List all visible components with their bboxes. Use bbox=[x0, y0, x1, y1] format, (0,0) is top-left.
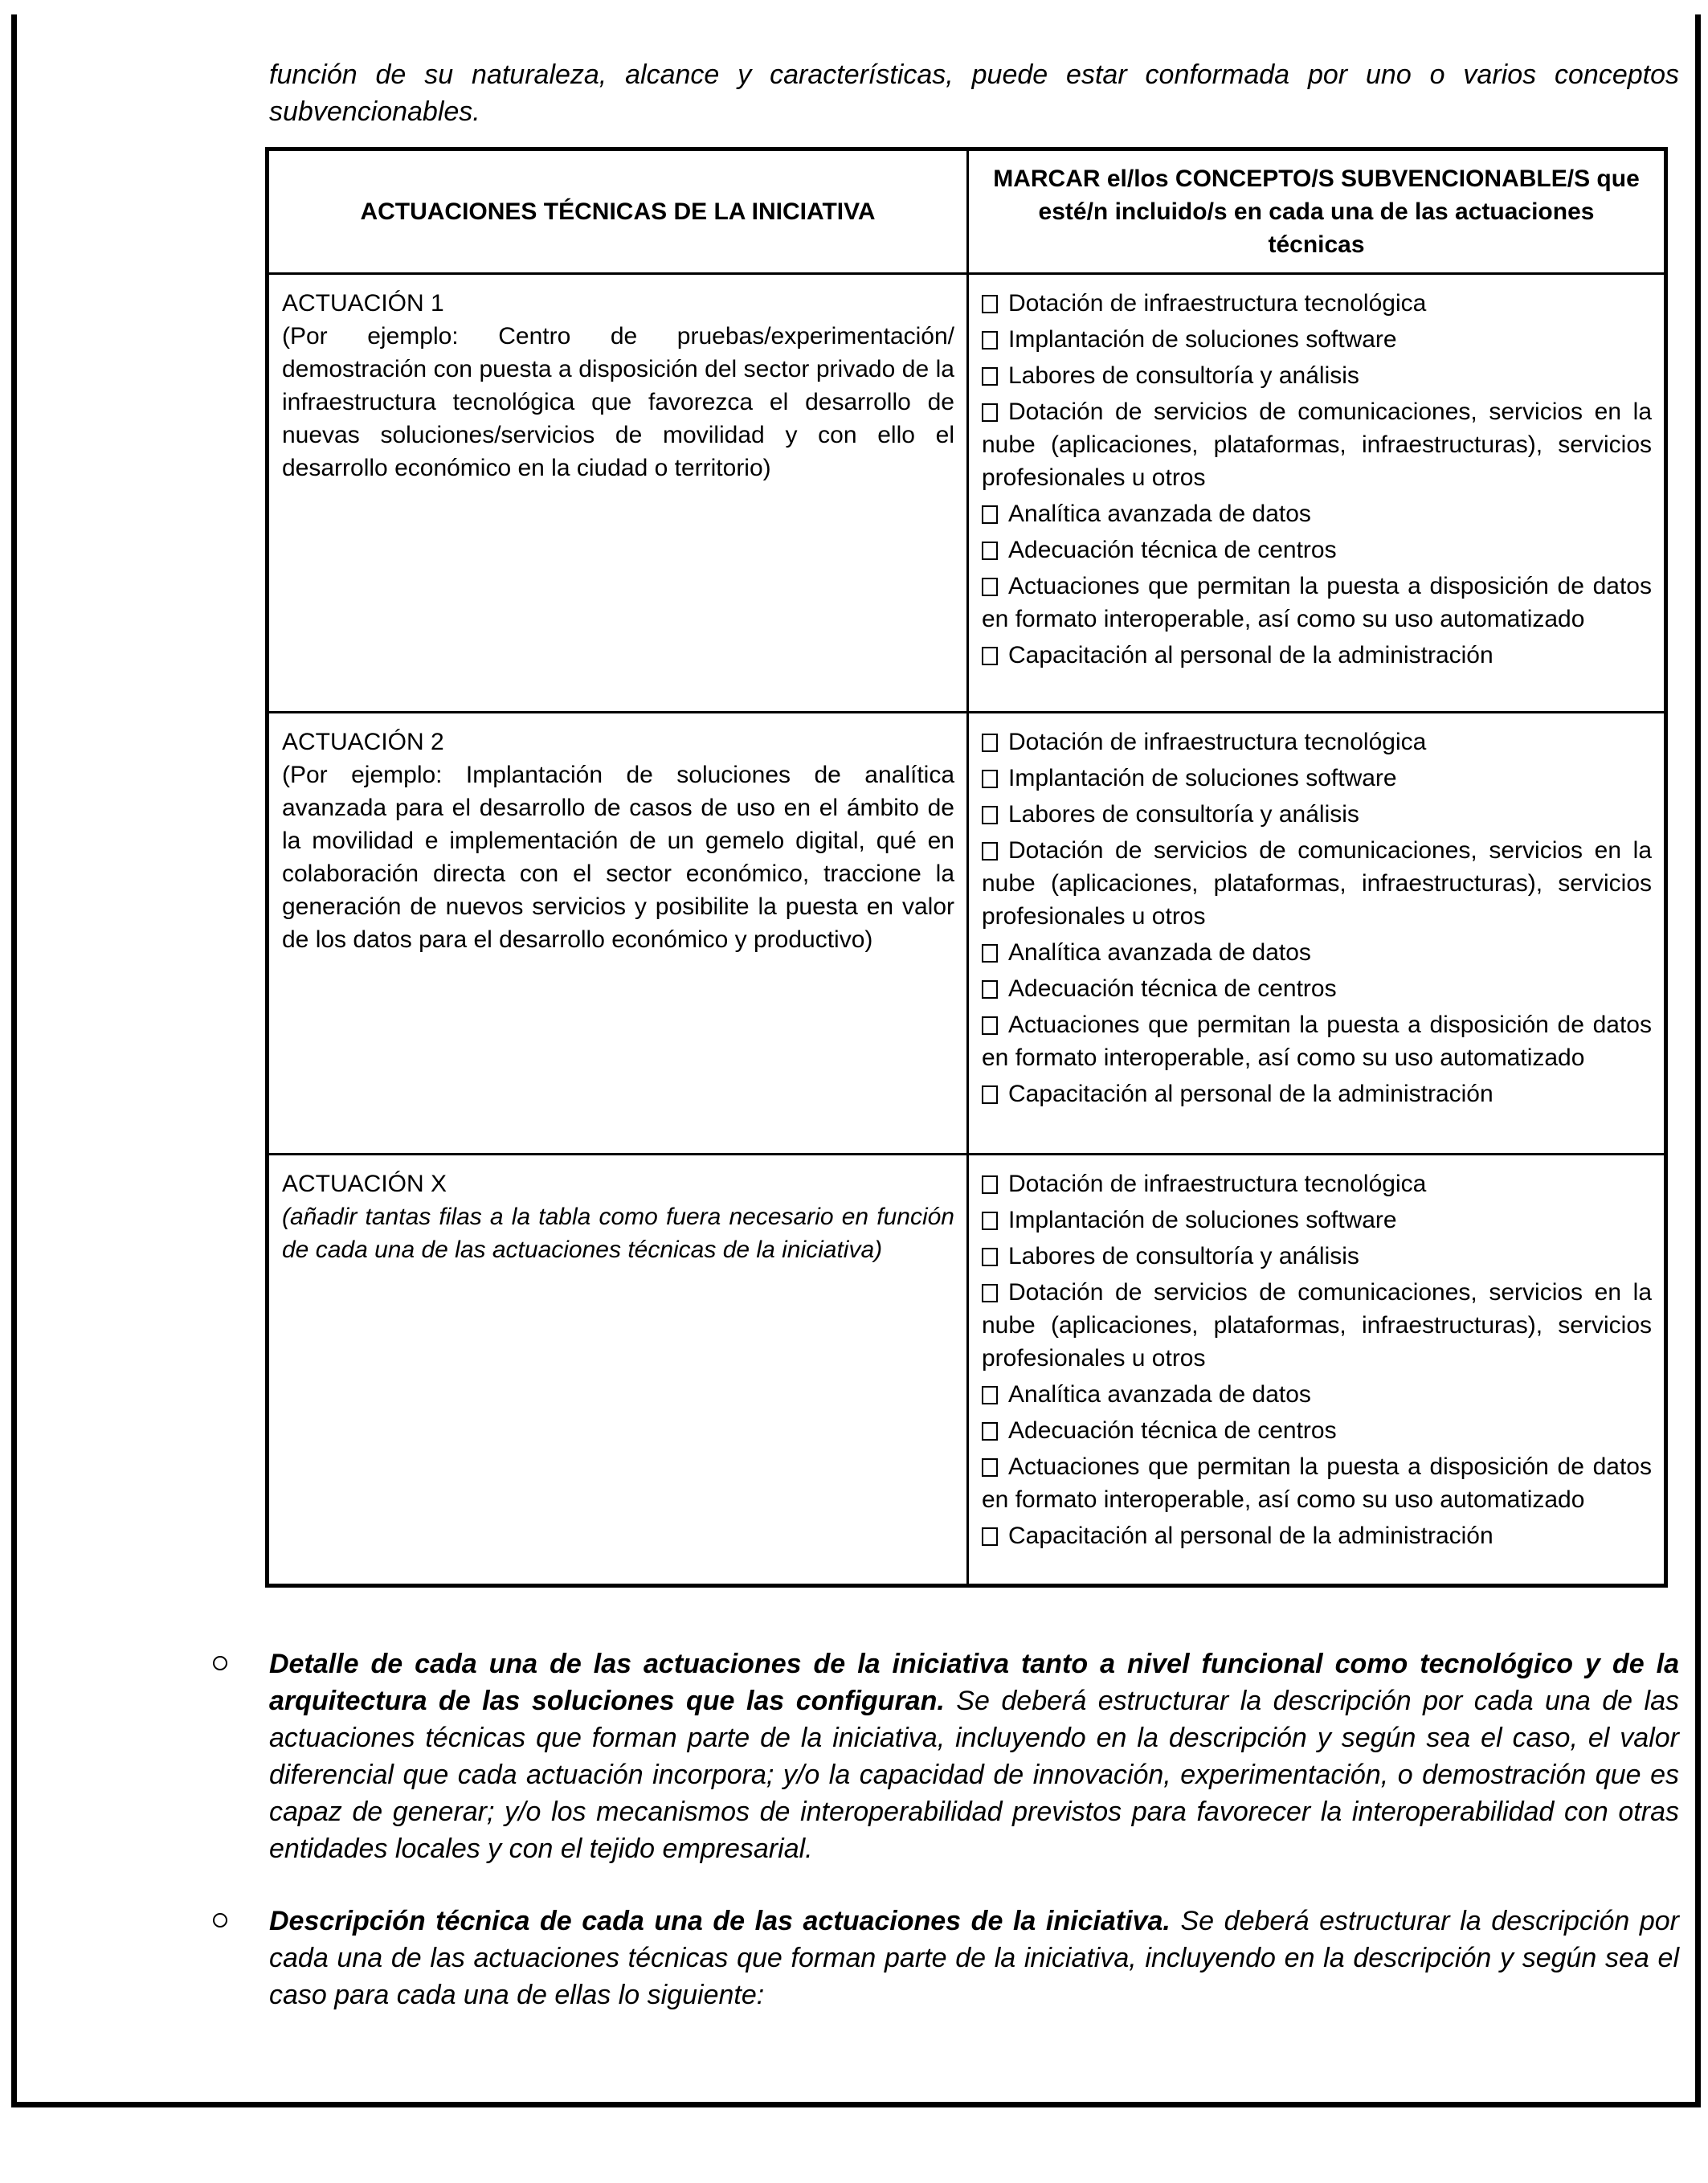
bullet-lead-text: Detalle de cada una de las actuaciones de la iniciativa tanto a nivel funcional como tecnológico y de la arquitectura de las soluciones que las configuran. bbox=[269, 1649, 1679, 1716]
checkbox-icon[interactable] bbox=[982, 980, 998, 999]
table-row-actuacion-2 bbox=[269, 713, 1664, 1155]
checkbox-item[interactable] bbox=[982, 497, 1652, 530]
concept-label: Dotación de infraestructura tecnológica bbox=[1008, 290, 1427, 317]
checkbox-icon[interactable] bbox=[982, 367, 998, 386]
checkbox-item[interactable] bbox=[982, 1414, 1652, 1447]
checkbox-item[interactable] bbox=[982, 834, 1652, 933]
checkbox-item[interactable] bbox=[982, 533, 1652, 566]
checkbox-icon[interactable] bbox=[982, 1458, 998, 1477]
checkbox-item[interactable] bbox=[982, 395, 1652, 494]
checkbox-icon[interactable] bbox=[982, 331, 998, 350]
concept-label: Actuaciones que permitan la puesta a disposición de datos en formato interoperable, así como su uso automatizado bbox=[982, 1453, 1652, 1513]
actuacion-2-title: ACTUACIÓN 2 bbox=[282, 729, 444, 755]
checkbox-item[interactable] bbox=[982, 762, 1652, 795]
concept-label: Implantación de soluciones software bbox=[1008, 1207, 1397, 1233]
table-row-actuacion-x bbox=[269, 1155, 1664, 1584]
checkbox-item[interactable] bbox=[982, 287, 1652, 320]
checkbox-item[interactable] bbox=[982, 936, 1652, 969]
checkbox-item[interactable] bbox=[982, 1378, 1652, 1411]
checkbox-icon[interactable] bbox=[982, 403, 998, 422]
checkbox-icon[interactable] bbox=[982, 1248, 998, 1266]
checkbox-item[interactable] bbox=[982, 1008, 1652, 1074]
concept-label: Labores de consultoría y análisis bbox=[1008, 801, 1359, 828]
checkbox-item[interactable] bbox=[982, 1519, 1652, 1552]
checkbox-icon[interactable] bbox=[982, 505, 998, 524]
circle-bullet-icon bbox=[213, 1913, 227, 1927]
checkbox-icon[interactable] bbox=[982, 944, 998, 963]
concept-label: Implantación de soluciones software bbox=[1008, 326, 1397, 353]
concept-label: Implantación de soluciones software bbox=[1008, 765, 1397, 791]
concept-label: Labores de consultoría y análisis bbox=[1008, 1243, 1359, 1269]
concept-label: Adecuación técnica de centros bbox=[1008, 537, 1337, 563]
checkbox-icon[interactable] bbox=[982, 578, 998, 596]
checkbox-item[interactable] bbox=[982, 639, 1652, 672]
intro-paragraph: función de su naturaleza, alcance y características, puede estar conformada por uno o varios conceptos subvencionables. bbox=[269, 59, 1679, 127]
concept-label: Dotación de servicios de comunicaciones, servicios en la nube (aplicaciones, plataformas, infraestructuras), servicios profesionales u otros bbox=[982, 837, 1652, 930]
bullet-body-text: Se deberá estructurar la descripción por cada una de las actuaciones técnicas que forman parte de la iniciativa, incluyendo en la descripción y según sea el caso para cada una de ellas lo siguiente: bbox=[269, 1906, 1679, 2010]
actuaciones-table bbox=[265, 147, 1668, 1588]
checkbox-item[interactable] bbox=[982, 798, 1652, 831]
header-actuaciones-tecnicas: ACTUACIONES TÉCNICAS DE LA INICIATIVA bbox=[269, 151, 969, 272]
checkbox-item[interactable] bbox=[982, 726, 1652, 758]
concept-label: Dotación de infraestructura tecnológica bbox=[1008, 729, 1427, 755]
concept-label: Capacitación al personal de la administración bbox=[1008, 642, 1493, 668]
checkbox-item[interactable] bbox=[982, 1450, 1652, 1516]
actuacion-x-description: (añadir tantas filas a la tabla como fuera necesario en función de cada una de las actuaciones técnicas de la iniciativa) bbox=[282, 1204, 954, 1263]
actuacion-1-title: ACTUACIÓN 1 bbox=[282, 290, 444, 317]
actuacion-2-cell bbox=[269, 713, 969, 1153]
checkbox-icon[interactable] bbox=[982, 1527, 998, 1546]
table-row-actuacion-1 bbox=[269, 275, 1664, 713]
actuacion-2-description: (Por ejemplo: Implantación de soluciones de analítica avanzada para el desarrollo de casos de uso en el ámbito de la movilidad e implementación de un gemelo digital, qué en colaboración directa con el sector económico, traccione la generación de nuevos servicios y posibilite la puesta en valor de los datos para el desarrollo económico y productivo) bbox=[282, 762, 954, 953]
checkbox-item[interactable] bbox=[982, 1167, 1652, 1200]
concept-label: Analítica avanzada de datos bbox=[1008, 501, 1311, 527]
concept-label: Dotación de infraestructura tecnológica bbox=[1008, 1171, 1427, 1197]
checkbox-item[interactable] bbox=[982, 1240, 1652, 1273]
checkbox-icon[interactable] bbox=[982, 1386, 998, 1404]
checkbox-item[interactable] bbox=[982, 323, 1652, 356]
checkbox-item[interactable] bbox=[982, 359, 1652, 392]
checkbox-icon[interactable] bbox=[982, 1085, 998, 1104]
actuacion-x-cell bbox=[269, 1155, 969, 1584]
actuacion-1-description: (Por ejemplo: Centro de pruebas/experimentación/ demostración con puesta a disposición del sector privado de la infraestructura tecnológica que favorezca el desarrollo de nuevas soluciones/servicios de movilidad y con ello el desarrollo económico en la ciudad o territorio) bbox=[282, 323, 954, 481]
concept-label: Dotación de servicios de comunicaciones, servicios en la nube (aplicaciones, plataformas, infraestructuras), servicios profesionales u otros bbox=[982, 399, 1652, 491]
actuacion-x-concepts-cell bbox=[969, 1155, 1664, 1584]
circle-bullet-icon bbox=[213, 1656, 227, 1670]
bullet-detalle-actuaciones bbox=[210, 1645, 1679, 1867]
bullet-lead-text: Descripción técnica de cada una de las actuaciones de la iniciativa. bbox=[269, 1906, 1171, 1936]
actuacion-1-cell bbox=[269, 275, 969, 711]
checkbox-icon[interactable] bbox=[982, 1175, 998, 1194]
checkbox-icon[interactable] bbox=[982, 1212, 998, 1230]
checkbox-icon[interactable] bbox=[982, 734, 998, 752]
checkbox-icon[interactable] bbox=[982, 1284, 998, 1302]
checkbox-item[interactable] bbox=[982, 1077, 1652, 1110]
checkbox-item[interactable] bbox=[982, 570, 1652, 636]
checkbox-item[interactable] bbox=[982, 972, 1652, 1005]
concept-label: Capacitación al personal de la administración bbox=[1008, 1523, 1493, 1549]
header-marcar-conceptos: MARCAR el/los CONCEPTO/S SUBVENCIONABLE/S que esté/n incluido/s en cada una de las actuaciones técnicas bbox=[993, 166, 1640, 258]
concept-label: Dotación de servicios de comunicaciones, servicios en la nube (aplicaciones, plataformas, infraestructuras), servicios profesionales u otros bbox=[982, 1279, 1652, 1372]
actuacion-1-concepts-cell bbox=[969, 275, 1664, 711]
checkbox-item[interactable] bbox=[982, 1204, 1652, 1237]
checkbox-icon[interactable] bbox=[982, 542, 998, 560]
concept-label: Labores de consultoría y análisis bbox=[1008, 362, 1359, 389]
concept-label: Adecuación técnica de centros bbox=[1008, 975, 1337, 1002]
concept-label: Actuaciones que permitan la puesta a disposición de datos en formato interoperable, así como su uso automatizado bbox=[982, 573, 1652, 632]
checkbox-icon[interactable] bbox=[982, 647, 998, 665]
table-header-row bbox=[269, 151, 1664, 275]
checkbox-icon[interactable] bbox=[982, 842, 998, 861]
actuacion-x-title: ACTUACIÓN X bbox=[282, 1171, 447, 1197]
bullet-body-text: Se deberá estructurar la descripción por cada una de las actuaciones técnicas que forman parte de la iniciativa, incluyendo en la descripción y según sea el caso, el valor diferencial que cada actuación incorpora; y/o la capacidad de innovación, experimentación, o demostración que es capaz de generar; y/o los mecanismos de interoperabilidad previstos para favorecer la interoperabilidad con otras entidades locales y con el tejido empresarial. bbox=[269, 1686, 1679, 1864]
checkbox-icon[interactable] bbox=[982, 1016, 998, 1035]
checkbox-icon[interactable] bbox=[982, 295, 998, 313]
concept-label: Capacitación al personal de la administración bbox=[1008, 1081, 1493, 1107]
checkbox-item[interactable] bbox=[982, 1276, 1652, 1375]
bullet-list bbox=[210, 1645, 1679, 2049]
checkbox-icon[interactable] bbox=[982, 806, 998, 824]
checkbox-icon[interactable] bbox=[982, 770, 998, 788]
concept-label: Analítica avanzada de datos bbox=[1008, 1381, 1311, 1408]
actuacion-2-concepts-cell bbox=[969, 713, 1664, 1153]
checkbox-icon[interactable] bbox=[982, 1422, 998, 1441]
concept-label: Adecuación técnica de centros bbox=[1008, 1417, 1337, 1444]
concept-label: Actuaciones que permitan la puesta a disposición de datos en formato interoperable, así como su uso automatizado bbox=[982, 1012, 1652, 1071]
concept-label: Analítica avanzada de datos bbox=[1008, 939, 1311, 966]
bullet-descripcion-tecnica bbox=[210, 1903, 1679, 2013]
